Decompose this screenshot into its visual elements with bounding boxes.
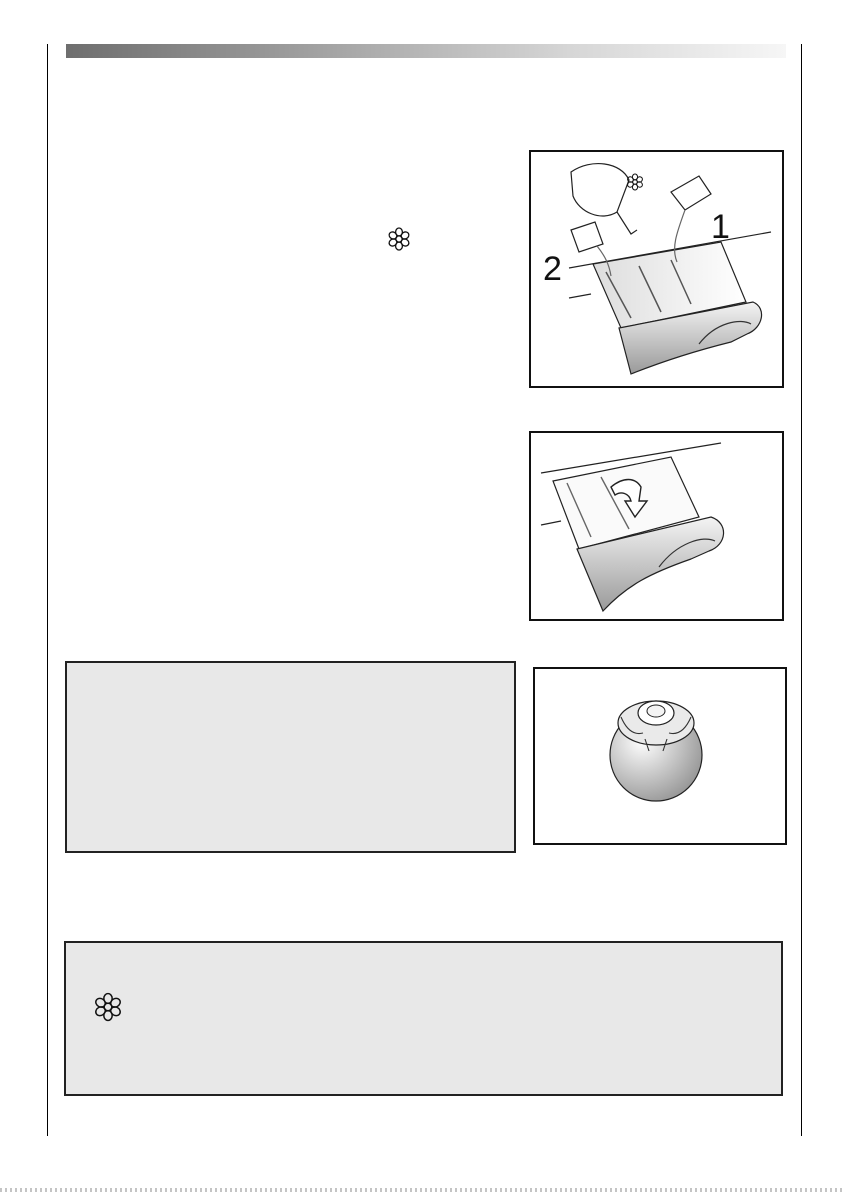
right-margin-line [801, 44, 802, 1136]
figure-drawer-arrow [529, 431, 784, 621]
figure-label-2: 2 [543, 250, 562, 288]
flower-icon [92, 991, 124, 1023]
flower-icon [386, 226, 412, 252]
figure-label-1: 1 [711, 208, 730, 246]
note-box-1 [65, 661, 516, 853]
figure-dosing-ball [533, 667, 787, 845]
figure-detergent-pouring [529, 150, 784, 388]
page-bottom-edge [0, 1188, 843, 1192]
section-header-bar [66, 44, 786, 58]
note-box-2 [64, 941, 783, 1096]
left-margin-line [47, 44, 48, 1136]
